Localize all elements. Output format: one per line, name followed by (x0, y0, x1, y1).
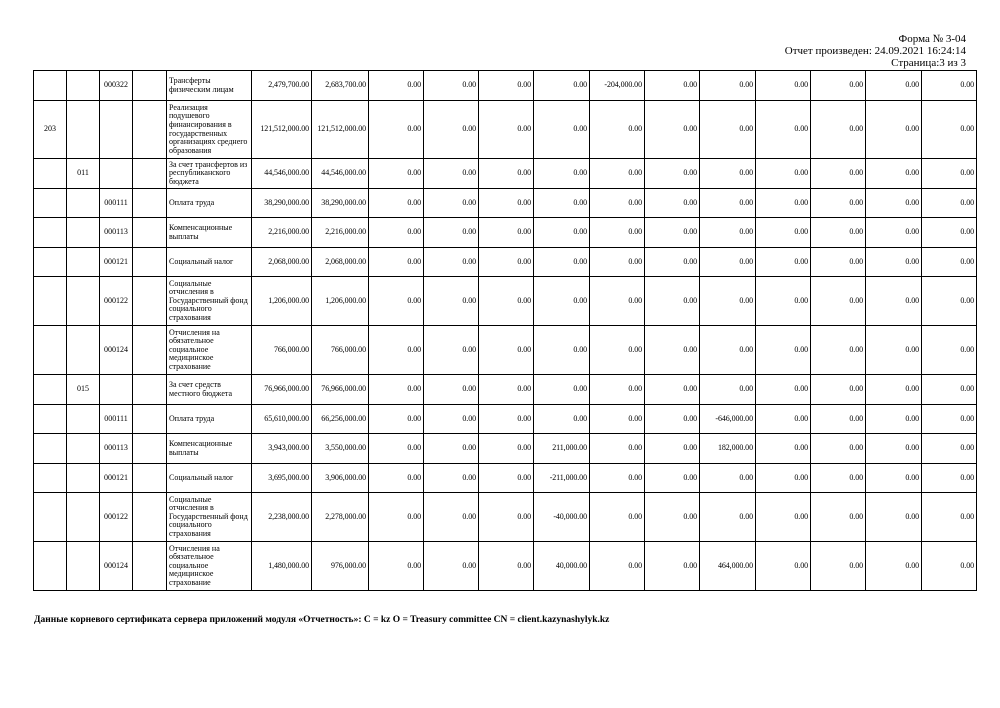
amount-cell: 0.00 (369, 101, 424, 159)
specifics-code-cell: 000113 (100, 434, 133, 464)
amount-cell: 464,000.00 (700, 542, 756, 591)
amount-cell: 2,479,700.00 (252, 71, 312, 101)
program-code-cell (34, 277, 67, 326)
item-name-cell: Отчисления на обязательное социальное медицинское страхование (167, 326, 252, 375)
amount-cell: 0.00 (534, 248, 590, 277)
amount-cell: 0.00 (922, 277, 977, 326)
subprogram-code-cell (67, 542, 100, 591)
amount-cell: 0.00 (866, 248, 922, 277)
amount-cell: 0.00 (922, 542, 977, 591)
amount-cell: 0.00 (866, 159, 922, 189)
table-row (34, 277, 977, 326)
amount-cell: -646,000.00 (700, 405, 756, 434)
amount-cell: 0.00 (700, 326, 756, 375)
item-name-cell: За счет средств местного бюджета (167, 375, 252, 405)
amount-cell: 0.00 (534, 277, 590, 326)
specifics-code-cell: 000121 (100, 248, 133, 277)
amount-cell: 0.00 (479, 375, 534, 405)
amount-cell: 0.00 (811, 159, 866, 189)
amount-cell: 0.00 (369, 464, 424, 493)
item-name-cell: Социальный налог (167, 248, 252, 277)
amount-cell: 0.00 (756, 101, 811, 159)
program-code-cell (34, 434, 67, 464)
amount-cell: 211,000.00 (534, 434, 590, 464)
amount-cell: 0.00 (424, 218, 479, 248)
amount-cell: 0.00 (866, 71, 922, 101)
report-produced-timestamp: Отчет произведен: 24.09.2021 16:24:14 (784, 45, 966, 57)
item-name-cell: Социальные отчисления в Государственный фонд социального страхования (167, 277, 252, 326)
amount-cell: 0.00 (369, 493, 424, 542)
specifics-code-cell: 000121 (100, 464, 133, 493)
amount-cell: 0.00 (479, 71, 534, 101)
amount-cell: 0.00 (645, 493, 700, 542)
amount-cell: 0.00 (700, 218, 756, 248)
amount-cell: 38,290,000.00 (312, 189, 369, 218)
amount-cell: 0.00 (922, 464, 977, 493)
amount-cell: 0.00 (866, 405, 922, 434)
amount-cell: 0.00 (479, 101, 534, 159)
amount-cell: 0.00 (922, 218, 977, 248)
table-row (34, 464, 977, 493)
table-row (34, 434, 977, 464)
amount-cell: 0.00 (866, 434, 922, 464)
item-name-cell: За счет трансфертов из республиканского бюджета (167, 159, 252, 189)
blank-cell (133, 464, 167, 493)
blank-cell (133, 405, 167, 434)
amount-cell: 0.00 (922, 493, 977, 542)
specifics-code-cell: 000111 (100, 189, 133, 218)
amount-cell: 0.00 (811, 464, 866, 493)
amount-cell: 0.00 (369, 159, 424, 189)
amount-cell: 0.00 (922, 101, 977, 159)
amount-cell: 0.00 (700, 248, 756, 277)
amount-cell: 2,068,000.00 (312, 248, 369, 277)
specifics-code-cell: 000113 (100, 218, 133, 248)
table-row (34, 405, 977, 434)
table-row (34, 71, 977, 101)
amount-cell: 0.00 (590, 464, 645, 493)
amount-cell: 0.00 (811, 375, 866, 405)
subprogram-code-cell (67, 277, 100, 326)
amount-cell: 766,000.00 (252, 326, 312, 375)
amount-cell: 0.00 (479, 189, 534, 218)
table-row (34, 218, 977, 248)
amount-cell: 0.00 (590, 405, 645, 434)
item-name-cell: Социальные отчисления в Государственный фонд социального страхования (167, 493, 252, 542)
item-name-cell: Реализация подушевого финансирования в государственных организациях среднего образования (167, 101, 252, 159)
certificate-info: Данные корневого сертификата сервера приложений модуля «Отчетность»: C = kz O = Treasury committee CN = client.kazynashylyk.kz (34, 615, 610, 625)
amount-cell: 0.00 (590, 277, 645, 326)
amount-cell: 0.00 (479, 159, 534, 189)
amount-cell: 0.00 (645, 542, 700, 591)
amount-cell: 0.00 (811, 218, 866, 248)
blank-cell (133, 218, 167, 248)
amount-cell: 0.00 (534, 101, 590, 159)
amount-cell: 0.00 (811, 189, 866, 218)
amount-cell: 0.00 (424, 493, 479, 542)
amount-cell: 2,278,000.00 (312, 493, 369, 542)
program-code-cell (34, 326, 67, 375)
amount-cell: 0.00 (645, 405, 700, 434)
item-name-cell: Оплата труда (167, 405, 252, 434)
amount-cell: 0.00 (811, 326, 866, 375)
amount-cell: 0.00 (700, 159, 756, 189)
amount-cell: 182,000.00 (700, 434, 756, 464)
amount-cell: 0.00 (922, 159, 977, 189)
blank-cell (133, 159, 167, 189)
specifics-code-cell: 000322 (100, 71, 133, 101)
amount-cell: 0.00 (479, 277, 534, 326)
amount-cell: 0.00 (922, 326, 977, 375)
specifics-code-cell (100, 375, 133, 405)
table-row (34, 248, 977, 277)
amount-cell: 0.00 (811, 434, 866, 464)
amount-cell: 0.00 (866, 218, 922, 248)
amount-cell: 0.00 (700, 375, 756, 405)
amount-cell: 66,256,000.00 (312, 405, 369, 434)
subprogram-code-cell (67, 248, 100, 277)
amount-cell: -211,000.00 (534, 464, 590, 493)
subprogram-code-cell: 011 (67, 159, 100, 189)
program-code-cell (34, 218, 67, 248)
amount-cell: 1,206,000.00 (312, 277, 369, 326)
amount-cell: 1,206,000.00 (252, 277, 312, 326)
amount-cell: 0.00 (756, 218, 811, 248)
amount-cell: 0.00 (479, 218, 534, 248)
specifics-code-cell (100, 159, 133, 189)
amount-cell: 0.00 (756, 464, 811, 493)
amount-cell: 0.00 (756, 493, 811, 542)
amount-cell: 38,290,000.00 (252, 189, 312, 218)
blank-cell (133, 375, 167, 405)
subprogram-code-cell (67, 326, 100, 375)
amount-cell: 44,546,000.00 (252, 159, 312, 189)
amount-cell: 0.00 (866, 375, 922, 405)
amount-cell: 0.00 (645, 277, 700, 326)
blank-cell (133, 542, 167, 591)
amount-cell: 0.00 (424, 277, 479, 326)
amount-cell: 0.00 (700, 464, 756, 493)
program-code-cell (34, 464, 67, 493)
amount-cell: 0.00 (534, 189, 590, 218)
subprogram-code-cell (67, 493, 100, 542)
amount-cell: 0.00 (369, 375, 424, 405)
amount-cell: 0.00 (369, 71, 424, 101)
table-row (34, 375, 977, 405)
subprogram-code-cell (67, 405, 100, 434)
amount-cell: 121,512,000.00 (252, 101, 312, 159)
amount-cell: 0.00 (479, 248, 534, 277)
amount-cell: 0.00 (756, 375, 811, 405)
page-indicator: Страница:3 из 3 (891, 57, 966, 69)
blank-cell (133, 189, 167, 218)
amount-cell: 0.00 (479, 493, 534, 542)
amount-cell: 121,512,000.00 (312, 101, 369, 159)
amount-cell: 0.00 (866, 464, 922, 493)
item-name-cell: Компенсационные выплаты (167, 218, 252, 248)
amount-cell: 2,216,000.00 (312, 218, 369, 248)
amount-cell: 0.00 (645, 189, 700, 218)
amount-cell: 0.00 (922, 375, 977, 405)
amount-cell: 0.00 (424, 375, 479, 405)
amount-cell: 0.00 (645, 464, 700, 493)
amount-cell: 0.00 (369, 189, 424, 218)
blank-cell (133, 277, 167, 326)
amount-cell: 0.00 (590, 434, 645, 464)
amount-cell: 0.00 (479, 326, 534, 375)
amount-cell: 0.00 (811, 277, 866, 326)
program-code-cell (34, 71, 67, 101)
amount-cell: 0.00 (590, 326, 645, 375)
amount-cell: 0.00 (866, 326, 922, 375)
item-name-cell: Социальный налог (167, 464, 252, 493)
form-number: Форма № 3-04 (898, 33, 966, 45)
amount-cell: 0.00 (866, 101, 922, 159)
subprogram-code-cell (67, 464, 100, 493)
amount-cell: -204,000.00 (590, 71, 645, 101)
amount-cell: 0.00 (866, 493, 922, 542)
amount-cell: 0.00 (866, 189, 922, 218)
amount-cell: 0.00 (479, 542, 534, 591)
amount-cell: 65,610,000.00 (252, 405, 312, 434)
amount-cell: 0.00 (590, 159, 645, 189)
amount-cell: 0.00 (811, 405, 866, 434)
blank-cell (133, 71, 167, 101)
blank-cell (133, 101, 167, 159)
table-row (34, 493, 977, 542)
amount-cell: 0.00 (424, 405, 479, 434)
table-row (34, 159, 977, 189)
table-row (34, 542, 977, 591)
amount-cell: 0.00 (369, 542, 424, 591)
amount-cell: 0.00 (590, 189, 645, 218)
program-code-cell (34, 159, 67, 189)
amount-cell: 0.00 (369, 277, 424, 326)
amount-cell: 3,943,000.00 (252, 434, 312, 464)
table-row (34, 101, 977, 159)
amount-cell: 0.00 (479, 434, 534, 464)
program-code-cell (34, 248, 67, 277)
amount-cell: 0.00 (590, 248, 645, 277)
amount-cell: 2,216,000.00 (252, 218, 312, 248)
item-name-cell: Компенсационные выплаты (167, 434, 252, 464)
blank-cell (133, 326, 167, 375)
amount-cell: 0.00 (534, 71, 590, 101)
amount-cell: 0.00 (645, 248, 700, 277)
table-row (34, 189, 977, 218)
amount-cell: 0.00 (700, 493, 756, 542)
report-table (33, 70, 977, 591)
amount-cell: 766,000.00 (312, 326, 369, 375)
amount-cell: 0.00 (424, 248, 479, 277)
table-row (34, 326, 977, 375)
amount-cell: 0.00 (369, 405, 424, 434)
amount-cell: 0.00 (922, 405, 977, 434)
amount-cell: 0.00 (645, 434, 700, 464)
specifics-code-cell: 000111 (100, 405, 133, 434)
amount-cell: 0.00 (756, 542, 811, 591)
subprogram-code-cell (67, 434, 100, 464)
blank-cell (133, 248, 167, 277)
amount-cell: 0.00 (756, 71, 811, 101)
amount-cell: 40,000.00 (534, 542, 590, 591)
amount-cell: 0.00 (645, 71, 700, 101)
amount-cell: 0.00 (479, 464, 534, 493)
amount-cell: 0.00 (369, 248, 424, 277)
amount-cell: 0.00 (479, 405, 534, 434)
amount-cell: 0.00 (645, 159, 700, 189)
amount-cell: 0.00 (645, 375, 700, 405)
amount-cell: 76,966,000.00 (252, 375, 312, 405)
amount-cell: 0.00 (811, 101, 866, 159)
amount-cell: 0.00 (756, 434, 811, 464)
amount-cell: 0.00 (756, 405, 811, 434)
amount-cell: 0.00 (700, 277, 756, 326)
amount-cell: 0.00 (645, 218, 700, 248)
amount-cell: -40,000.00 (534, 493, 590, 542)
amount-cell: 0.00 (534, 326, 590, 375)
amount-cell: 0.00 (590, 375, 645, 405)
amount-cell: 0.00 (700, 189, 756, 218)
report-table-body (34, 71, 977, 591)
amount-cell: 2,068,000.00 (252, 248, 312, 277)
amount-cell: 0.00 (866, 277, 922, 326)
amount-cell: 0.00 (369, 434, 424, 464)
program-code-cell (34, 493, 67, 542)
program-code-cell (34, 375, 67, 405)
amount-cell: 2,238,000.00 (252, 493, 312, 542)
amount-cell: 0.00 (424, 101, 479, 159)
program-code-cell (34, 542, 67, 591)
item-name-cell: Отчисления на обязательное социальное медицинское страхование (167, 542, 252, 591)
amount-cell: 0.00 (700, 101, 756, 159)
amount-cell: 1,480,000.00 (252, 542, 312, 591)
amount-cell: 0.00 (922, 189, 977, 218)
amount-cell: 976,000.00 (312, 542, 369, 591)
program-code-cell: 203 (34, 101, 67, 159)
specifics-code-cell (100, 101, 133, 159)
amount-cell: 0.00 (922, 71, 977, 101)
amount-cell: 0.00 (756, 189, 811, 218)
amount-cell: 76,966,000.00 (312, 375, 369, 405)
amount-cell: 0.00 (922, 248, 977, 277)
blank-cell (133, 493, 167, 542)
amount-cell: 0.00 (534, 405, 590, 434)
subprogram-code-cell: 015 (67, 375, 100, 405)
amount-cell: 0.00 (590, 218, 645, 248)
amount-cell: 0.00 (811, 248, 866, 277)
amount-cell: 0.00 (424, 326, 479, 375)
amount-cell: 0.00 (534, 218, 590, 248)
amount-cell: 0.00 (866, 542, 922, 591)
amount-cell: 0.00 (922, 434, 977, 464)
amount-cell: 3,695,000.00 (252, 464, 312, 493)
amount-cell: 2,683,700.00 (312, 71, 369, 101)
amount-cell: 44,546,000.00 (312, 159, 369, 189)
amount-cell: 0.00 (756, 326, 811, 375)
blank-cell (133, 434, 167, 464)
program-code-cell (34, 405, 67, 434)
amount-cell: 0.00 (700, 71, 756, 101)
amount-cell: 0.00 (590, 493, 645, 542)
amount-cell: 0.00 (811, 542, 866, 591)
amount-cell: 0.00 (424, 159, 479, 189)
amount-cell: 0.00 (756, 248, 811, 277)
amount-cell: 0.00 (534, 159, 590, 189)
amount-cell: 0.00 (369, 326, 424, 375)
amount-cell: 0.00 (756, 277, 811, 326)
amount-cell: 3,906,000.00 (312, 464, 369, 493)
amount-cell: 0.00 (424, 542, 479, 591)
amount-cell: 0.00 (590, 101, 645, 159)
subprogram-code-cell (67, 101, 100, 159)
amount-cell: 0.00 (534, 375, 590, 405)
specifics-code-cell: 000122 (100, 493, 133, 542)
specifics-code-cell: 000124 (100, 326, 133, 375)
specifics-code-cell: 000124 (100, 542, 133, 591)
amount-cell: 0.00 (424, 71, 479, 101)
item-name-cell: Трансферты физическим лицам (167, 71, 252, 101)
amount-cell: 0.00 (645, 101, 700, 159)
program-code-cell (34, 189, 67, 218)
amount-cell: 0.00 (424, 464, 479, 493)
subprogram-code-cell (67, 189, 100, 218)
amount-cell: 0.00 (811, 71, 866, 101)
amount-cell: 0.00 (424, 434, 479, 464)
item-name-cell: Оплата труда (167, 189, 252, 218)
subprogram-code-cell (67, 71, 100, 101)
amount-cell: 3,550,000.00 (312, 434, 369, 464)
subprogram-code-cell (67, 218, 100, 248)
amount-cell: 0.00 (590, 542, 645, 591)
amount-cell: 0.00 (369, 218, 424, 248)
amount-cell: 0.00 (424, 189, 479, 218)
specifics-code-cell: 000122 (100, 277, 133, 326)
amount-cell: 0.00 (811, 493, 866, 542)
amount-cell: 0.00 (645, 326, 700, 375)
amount-cell: 0.00 (756, 159, 811, 189)
